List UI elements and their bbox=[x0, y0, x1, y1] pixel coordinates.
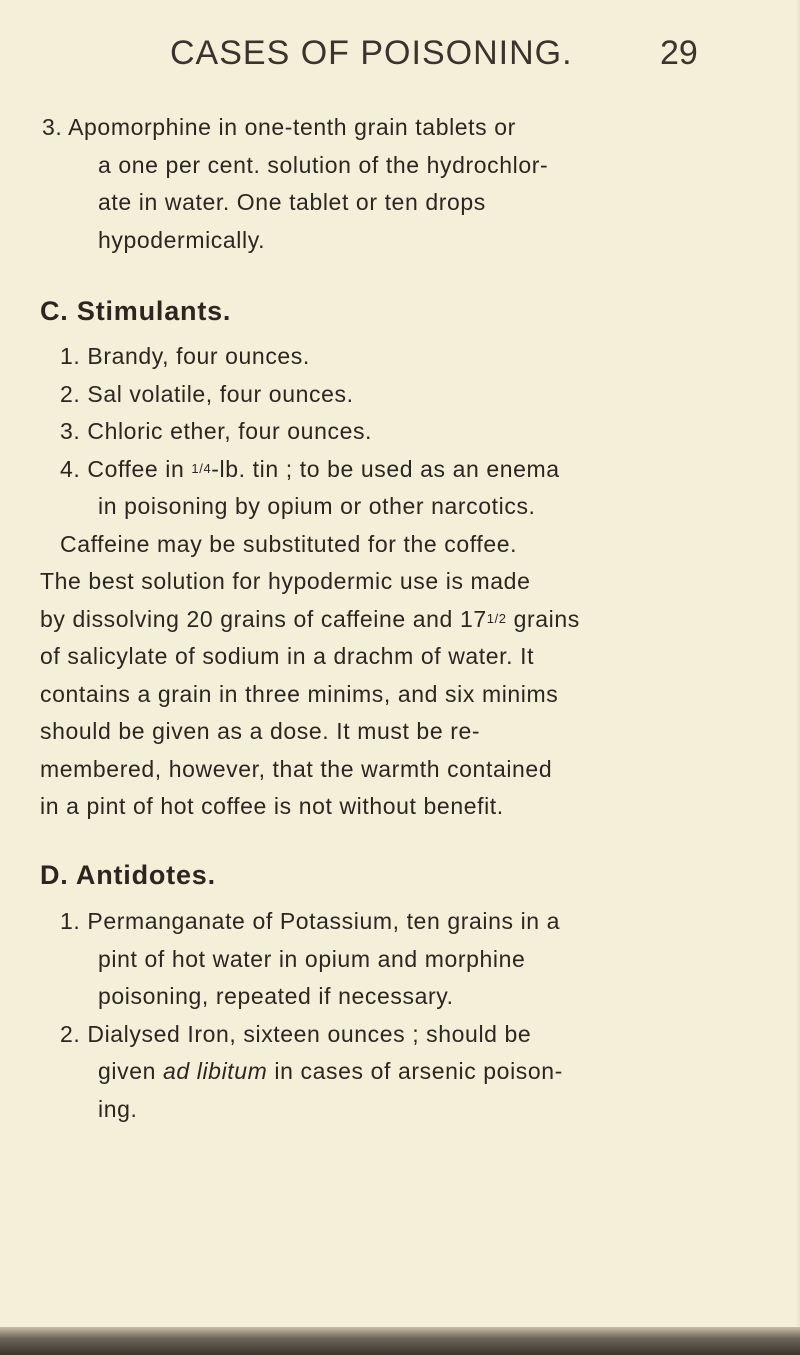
text-line: Caffeine may be substituted for the coffee. bbox=[60, 531, 518, 557]
text-line: in a pint of hot coffee is not without benefit. bbox=[40, 793, 504, 819]
section-heading: D. Antidotes. bbox=[40, 860, 216, 890]
text-line: The best solution for hypodermic use is made bbox=[40, 568, 531, 594]
italic-phrase: ad libitum bbox=[162, 1058, 268, 1084]
section-heading: C. Stimulants. bbox=[40, 296, 232, 326]
text-segment: in cases of arsenic poison- bbox=[274, 1058, 563, 1084]
text-segment: by dissolving 20 grains of caffeine and 17 bbox=[40, 606, 487, 632]
list-item: 1. Brandy, four ounces. bbox=[60, 343, 310, 369]
text-line: pint of hot water in opium and morphine bbox=[98, 946, 526, 972]
text-line: ate in water. One tablet or ten drops bbox=[98, 189, 486, 215]
page-bottom-edge bbox=[0, 1327, 800, 1355]
page-shading bbox=[796, 0, 800, 1330]
text-line: hypodermically. bbox=[98, 227, 266, 253]
text-line: membered, however, that the warmth contained bbox=[40, 756, 553, 782]
text-segment: 4. Coffee in bbox=[60, 456, 185, 482]
text-line: 3. Apomorphine in one-tenth grain tablets or bbox=[42, 114, 516, 140]
text-line bbox=[98, 1056, 563, 1086]
text-segment: given bbox=[98, 1058, 156, 1084]
text-segment: -lb. tin ; to be used as an enema bbox=[211, 456, 560, 482]
text-line: of salicylate of sodium in a drachm of water. It bbox=[40, 643, 535, 669]
list-item: 2. Dialysed Iron, sixteen ounces ; should be bbox=[60, 1021, 532, 1047]
text-line: ing. bbox=[98, 1096, 138, 1122]
text-line: a one per cent. solution of the hydrochlor- bbox=[98, 152, 549, 178]
page-number: 29 bbox=[660, 34, 698, 72]
list-item: 1. Permanganate of Potassium, ten grains in a bbox=[60, 908, 561, 934]
fraction: 1/2 bbox=[486, 611, 507, 626]
text-segment: grains bbox=[506, 606, 580, 632]
list-item bbox=[60, 454, 560, 484]
fraction: 1/4 bbox=[191, 461, 212, 476]
text-line: contains a grain in three minims, and six minims bbox=[40, 681, 559, 707]
text-line: should be given as a dose. It must be re- bbox=[40, 718, 481, 744]
running-head: CASES OF POISONING. bbox=[170, 34, 573, 72]
text-line: poisoning, repeated if necessary. bbox=[98, 983, 454, 1009]
list-item: 3. Chloric ether, four ounces. bbox=[60, 418, 373, 444]
text-line: in poisoning by opium or other narcotics. bbox=[98, 493, 536, 519]
text-line bbox=[40, 604, 580, 634]
list-item: 2. Sal volatile, four ounces. bbox=[60, 381, 354, 407]
